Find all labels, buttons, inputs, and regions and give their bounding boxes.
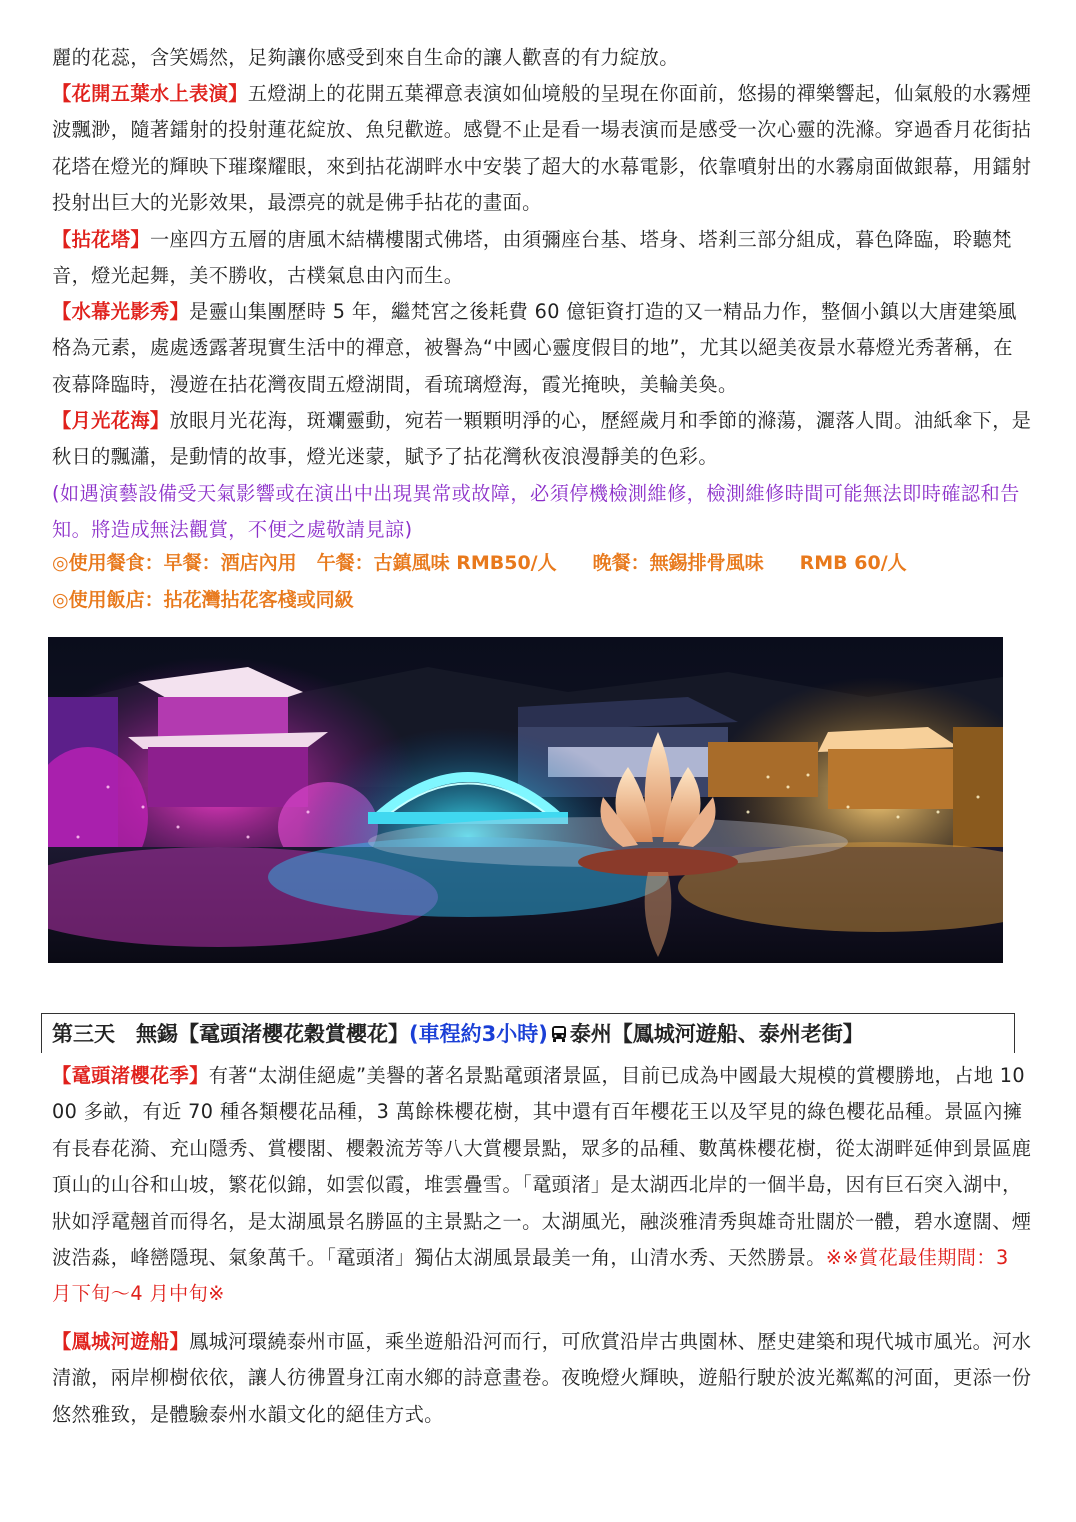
pagoda-paragraph — [52, 222, 1032, 295]
water-show-paragraph — [52, 76, 1032, 222]
notice-text: (如遇演藝設備受天氣影響或在演出中出現異常或故障，必須停機檢測維修，檢測維修時間可能無法即時確認和告知。將造成無法觀賞，不便之處敬請見諒) — [52, 482, 1020, 542]
day3-duration: (車程約3小時) — [409, 1022, 548, 1046]
moon-flower-paragraph — [52, 403, 1032, 476]
day3-title-a: 第三天 無錫【鼋頭渚櫻花穀賞櫻花】 — [52, 1022, 409, 1046]
hotel-text: ◎使用飯店：拈花灣拈花客棧或同級 — [52, 589, 354, 611]
intro-tail — [52, 40, 1032, 76]
day3-header — [41, 1013, 1015, 1053]
cherry-highlight: ※※賞花最佳期間：3 月下旬～4 月中旬※ — [52, 1246, 1009, 1306]
meals-row — [52, 548, 907, 578]
river-text: 鳳城河環繞泰州市區，乘坐遊船沿河而行，可欣賞沿岸古典園林、歷史建築和現代城市風光。河水清澈，兩岸柳樹依依，讓人彷彿置身江南水鄉的詩意畫卷。夜晚燈火輝映，遊船行駛於波光粼粼的河面，更添一份悠然雅致，是體驗泰州水韻文化的絕佳方式。 — [52, 1330, 1032, 1426]
pagoda-tag: 【拈花塔】 — [52, 228, 150, 251]
meals-lunch: 午餐：古鎮風味 RMB50/人 — [316, 552, 557, 574]
cherry-paragraph — [52, 1058, 1032, 1313]
night-lake-photo — [48, 637, 1003, 963]
hotel-row — [52, 585, 354, 615]
day3-title-b: 泰州【鳳城河遊船、泰州老街】 — [569, 1022, 864, 1046]
notice-paragraph — [52, 476, 1032, 549]
moon-flower-text: 放眼月光花海，斑斕靈動，宛若一顆顆明淨的心，歷經歲月和季節的滌蕩，灑落人間。油紙傘下，是秋日的飄瀟，是動情的故事，燈光迷蒙，賦予了拈花灣秋夜浪漫靜美的色彩。 — [52, 409, 1032, 469]
light-show-tag: 【水幕光影秀】 — [52, 300, 190, 323]
cherry-tag: 【鼋頭渚櫻花季】 — [52, 1064, 209, 1087]
light-show-text: 是靈山集團歷時 5 年，繼梵宮之後耗費 60 億钜資打造的又一精品力作，整個小鎮以大唐建築風格為元素，處處透露著現實生活中的禪意，被譽為“中國心靈度假目的地”，尤其以絕美夜景水幕燈光秀著稱，在夜幕降臨時，漫遊在拈花灣夜間五燈湖間，看琉璃燈海，霞光掩映，美輪美奐。 — [52, 300, 1017, 396]
meals-breakfast: ◎使用餐食：早餐：酒店內用 — [52, 552, 297, 574]
intro-tail-text: 麗的花蕊，含笑嫣然，足夠讓你感受到來自生命的讓人歡喜的有力綻放。 — [52, 46, 679, 69]
meals-dinner: 晚餐：無錫排骨風味 — [592, 552, 764, 574]
water-show-tag: 【花開五葉水上表演】 — [52, 82, 248, 105]
water-show-text: 五燈湖上的花開五葉禪意表演如仙境般的呈現在你面前，悠揚的禪樂響起，仙氣般的水霧煙波飄渺，隨著鐳射的投射蓮花綻放、魚兒歡遊。感覺不止是看一場表演而是感受一次心靈的洗滌。穿過香月花街拈花塔在燈光的輝映下璀璨耀眼，來到拈花湖畔水中安裝了超大的水幕電影，依靠噴射出的水霧扇面做銀幕，用鐳射投射出巨大的光影效果，最漂亮的就是佛手拈花的畫面。 — [52, 82, 1032, 215]
meals-dinner-price: RMB 60/人 — [799, 552, 907, 574]
bus-icon — [550, 1025, 568, 1043]
light-show-paragraph — [52, 294, 1032, 403]
river-tag: 【鳳城河遊船】 — [52, 1330, 190, 1353]
cherry-text: 有著“太湖佳絕處”美譽的著名景點鼋頭渚景區，目前已成為中國最大規模的賞櫻勝地，占地 1000 多畝，有近 70 種各類櫻花品種，3 萬餘株櫻花樹，其中還有百年櫻花王以及罕見的綠色櫻花品種。景區內擁有長春花漪、充山隱秀、賞櫻閣、櫻穀流芳等八大賞櫻景點，眾多的品種、數萬株櫻花樹，從太湖畔延伸到景區鹿頂山的山谷和山坡，繁花似錦，如雲似霞，堆雲疊雪。「鼋頭渚」是太湖西北岸的一個半島，因有巨石突入湖中，狀如浮鼋翹首而得名，是太湖風景名勝區的主景點之一。太湖風光，融淡雅清秀與雄奇壯闊於一體，碧水遼闊、煙波浩淼，峰巒隱現、氣象萬千。「鼋頭渚」獨佔太湖風景最美一角，山清水秀、天然勝景。 — [52, 1064, 1032, 1270]
moon-flower-tag: 【月光花海】 — [52, 409, 170, 432]
pagoda-text: 一座四方五層的唐風木結構樓閣式佛塔，由須彌座台基、塔身、塔剎三部分組成，暮色降臨，聆聽梵音，燈光起舞，美不勝收，古樸氣息由內而生。 — [52, 228, 1012, 288]
river-paragraph — [52, 1324, 1032, 1433]
